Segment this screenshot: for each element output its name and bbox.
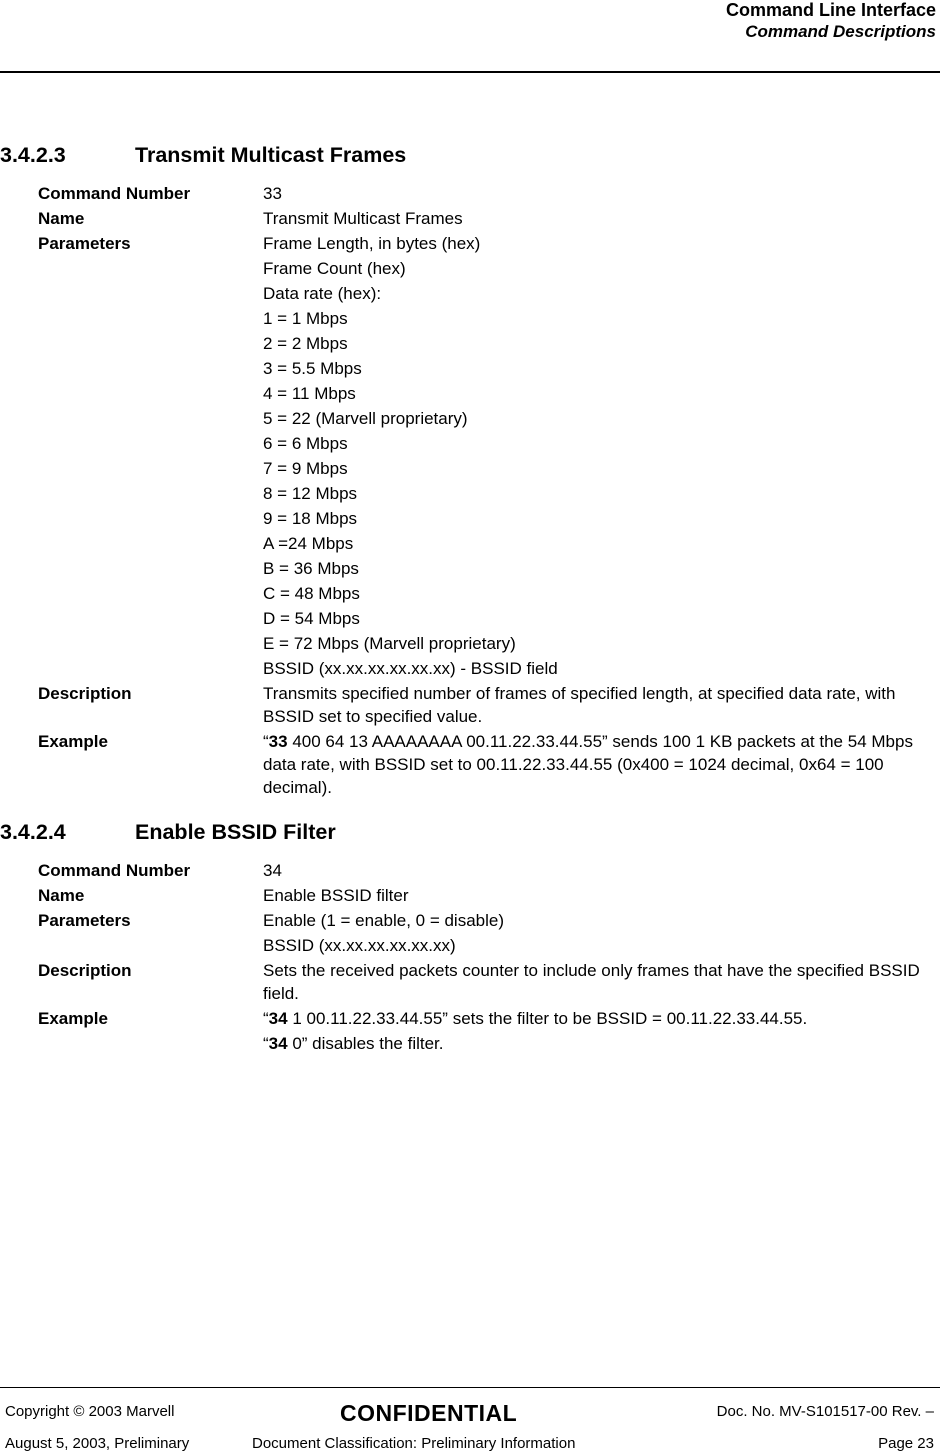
name-label: Name bbox=[38, 886, 85, 905]
parameter-line: 1 = 1 Mbps bbox=[263, 309, 348, 328]
footer-confidential: CONFIDENTIAL bbox=[340, 1400, 518, 1426]
parameter-line: 6 = 6 Mbps bbox=[263, 434, 348, 453]
parameters-row bbox=[0, 232, 940, 682]
command-number-label: Command Number bbox=[38, 184, 191, 203]
parameter-line: 9 = 18 Mbps bbox=[263, 509, 358, 528]
header-subtitle: Command Descriptions bbox=[745, 22, 936, 41]
section-number: 3.4.2.3 bbox=[0, 143, 66, 167]
section-enable-bssid-filter bbox=[0, 817, 940, 1057]
section-heading bbox=[0, 140, 940, 170]
command-number-row bbox=[0, 182, 940, 207]
name-row bbox=[0, 207, 940, 232]
parameter-line: BSSID (xx.xx.xx.xx.xx.xx) - BSSID field bbox=[263, 659, 558, 678]
footer-date: August 5, 2003, Preliminary bbox=[5, 1435, 190, 1452]
name-row bbox=[0, 884, 940, 909]
parameter-line: 2 = 2 Mbps bbox=[263, 334, 348, 353]
footer-classification: Document Classification: Preliminary Information bbox=[252, 1435, 576, 1452]
footer-divider bbox=[0, 1387, 940, 1388]
example-row bbox=[0, 730, 940, 799]
description-label: Description bbox=[38, 961, 132, 980]
example-command: 34 bbox=[268, 1034, 288, 1053]
example-value: “34 0” disables the filter. bbox=[263, 1034, 444, 1053]
parameter-line: Data rate (hex): bbox=[263, 284, 382, 303]
command-number-row bbox=[0, 859, 940, 884]
description-value: Sets the received packets counter to include only frames that have the specified BSSID field. bbox=[263, 961, 920, 1003]
parameters-label: Parameters bbox=[38, 234, 131, 253]
example-value: “33 400 64 13 AAAAAAAA 00.11.22.33.44.55” sends 100 1 KB packets at the 54 Mbps data rate, with BSSID set to 00.11.22.33.44.55 (0x400 = 1024 decimal, 0x64 = 100 decimal). bbox=[263, 732, 913, 797]
section-title: Transmit Multicast Frames bbox=[135, 143, 407, 167]
parameter-line: Enable (1 = enable, 0 = disable) bbox=[263, 911, 505, 930]
command-number-label: Command Number bbox=[38, 861, 191, 880]
example-row bbox=[0, 1007, 940, 1057]
section-transmit-multicast bbox=[0, 140, 940, 799]
section-number: 3.4.2.4 bbox=[0, 820, 66, 844]
parameter-line: A =24 Mbps bbox=[263, 534, 354, 553]
parameter-line: 3 = 5.5 Mbps bbox=[263, 359, 362, 378]
command-number-value: 33 bbox=[263, 184, 282, 203]
parameter-line: D = 54 Mbps bbox=[263, 609, 360, 628]
parameters-row bbox=[0, 909, 940, 959]
description-value: Transmits specified number of frames of specified length, at specified data rate, with BSSID set to specified value. bbox=[263, 684, 896, 726]
section-title: Enable BSSID Filter bbox=[135, 820, 336, 844]
name-label: Name bbox=[38, 209, 85, 228]
name-value: Transmit Multicast Frames bbox=[263, 209, 463, 228]
header-title: Command Line Interface bbox=[725, 0, 936, 20]
parameters-label: Parameters bbox=[38, 911, 131, 930]
parameter-line: 5 = 22 (Marvell proprietary) bbox=[263, 409, 468, 428]
section-heading bbox=[0, 817, 940, 847]
parameter-line: 7 = 9 Mbps bbox=[263, 459, 348, 478]
parameter-line: Frame Count (hex) bbox=[263, 259, 406, 278]
example-value: “34 1 00.11.22.33.44.55” sets the filter to be BSSID = 00.11.22.33.44.55. bbox=[263, 1009, 808, 1028]
parameter-line: B = 36 Mbps bbox=[263, 559, 359, 578]
parameter-line: Frame Length, in bytes (hex) bbox=[263, 234, 481, 253]
header-divider bbox=[0, 71, 940, 73]
parameter-line: C = 48 Mbps bbox=[263, 584, 360, 603]
footer-page-number: Page 23 bbox=[878, 1435, 934, 1452]
example-command: 33 bbox=[268, 732, 288, 751]
name-value: Enable BSSID filter bbox=[263, 886, 409, 905]
parameter-line: 8 = 12 Mbps bbox=[263, 484, 358, 503]
example-label: Example bbox=[38, 1009, 108, 1028]
parameter-line: 4 = 11 Mbps bbox=[263, 384, 356, 403]
parameter-line: E = 72 Mbps (Marvell proprietary) bbox=[263, 634, 516, 653]
footer-copyright: Copyright © 2003 Marvell bbox=[5, 1403, 175, 1420]
footer-doc-number: Doc. No. MV-S101517-00 Rev. – bbox=[716, 1403, 934, 1420]
example-label: Example bbox=[38, 732, 108, 751]
parameter-line: BSSID (xx.xx.xx.xx.xx.xx) bbox=[263, 936, 456, 955]
description-label: Description bbox=[38, 684, 132, 703]
description-row bbox=[0, 959, 940, 1007]
example-command: 34 bbox=[268, 1009, 288, 1028]
command-number-value: 34 bbox=[263, 861, 282, 880]
description-row bbox=[0, 682, 940, 730]
